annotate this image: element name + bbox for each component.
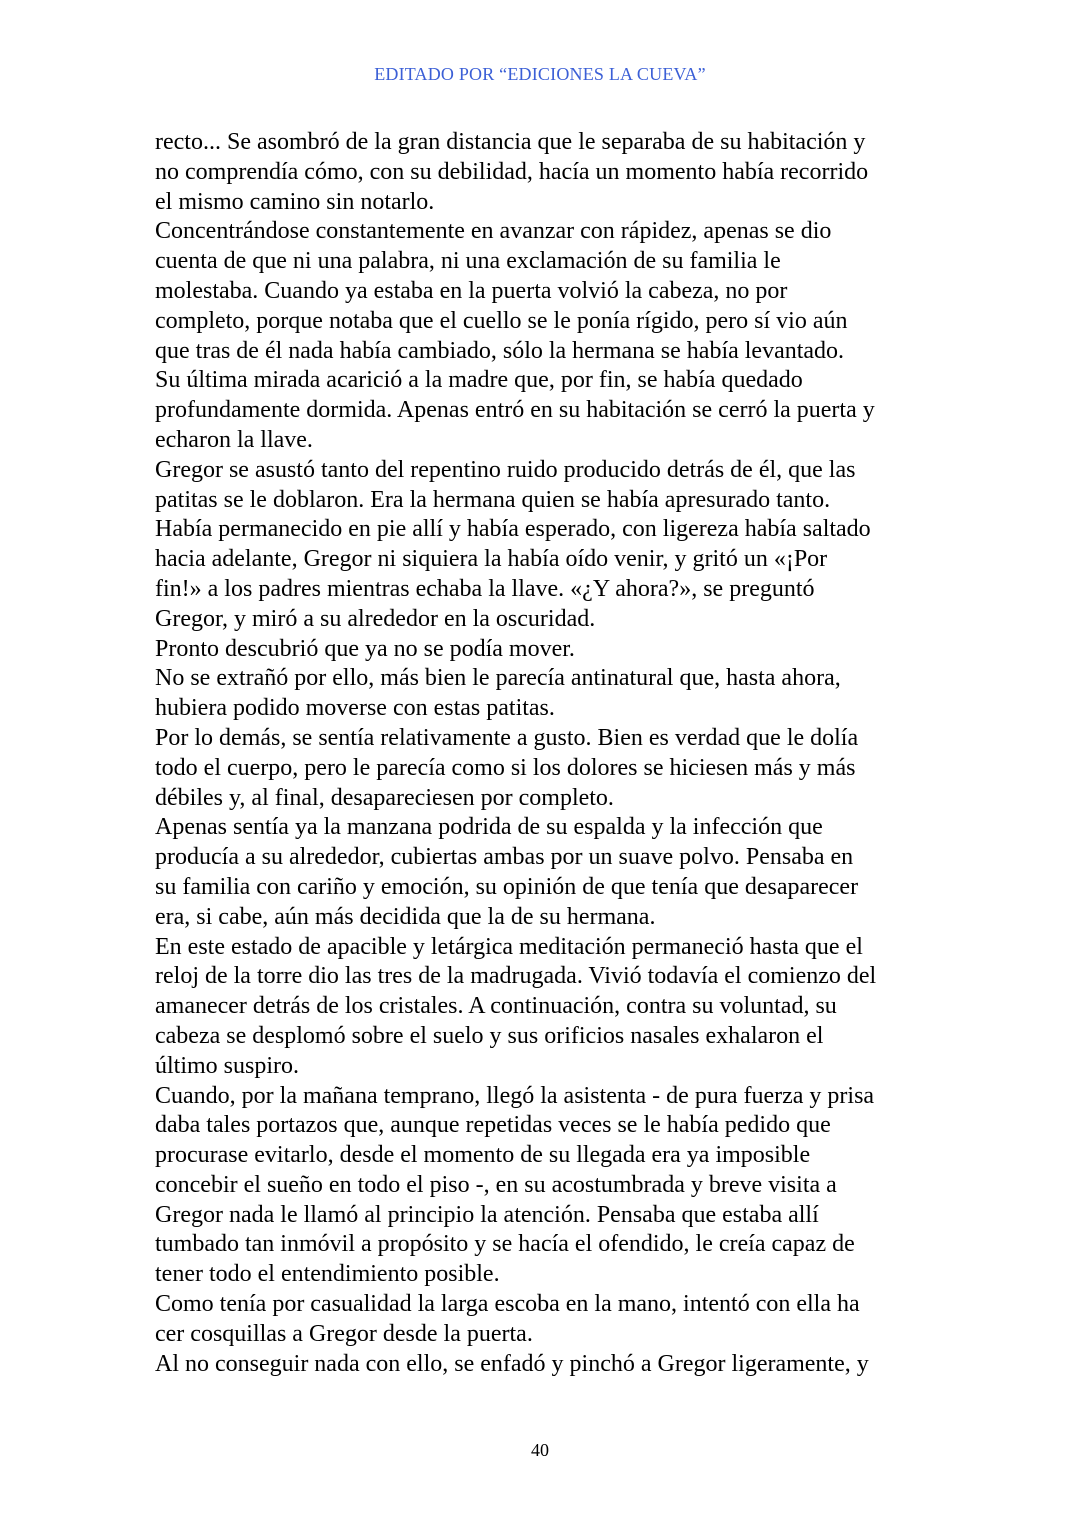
text-line: su familia con cariño y emoción, su opinión de que tenía que desaparecer (155, 873, 859, 900)
text-line: último suspiro. (155, 1052, 300, 1079)
text-line: hacia adelante, Gregor ni siquiera la había oído venir, y gritó un «¡Por (155, 546, 828, 573)
paragraph (155, 635, 945, 665)
text-line: todo el cuerpo, pero le parecía como si los dolores se hiciesen más y más (155, 754, 856, 781)
text-line: No se extrañó por ello, más bien le parecía antinatural que, hasta ahora, (155, 665, 841, 692)
page-header: EDITADO POR “EDICIONES LA CUEVA” (374, 64, 706, 84)
text-line: Gregor nada le llamó al principio la atención. Pensaba que estaba allí (155, 1201, 819, 1228)
paragraph (155, 813, 945, 932)
text-line: Concentrándose constantemente en avanzar con rápidez, apenas se dio (155, 218, 832, 245)
text-line: amanecer detrás de los cristales. A continuación, contra su voluntad, su (155, 993, 837, 1020)
paragraph (155, 1290, 945, 1350)
text-line: cabeza se desplomó sobre el suelo y sus orificios nasales exhalaron el (155, 1022, 824, 1049)
paragraph (155, 456, 945, 635)
text-line: recto... Se asombró de la gran distancia que le separaba de su habitación y (155, 129, 866, 155)
text-line: Había permanecido en pie allí y había esperado, con ligereza había saltado (155, 516, 871, 543)
page-number: 40 (531, 1440, 549, 1460)
paragraph (155, 217, 945, 455)
text-line: Al no conseguir nada con ello, se enfadó y pinchó a Gregor ligeramente, y (155, 1350, 869, 1377)
text-line: no comprendía cómo, con su debilidad, hacía un momento había recorrido (155, 158, 869, 185)
paragraph (155, 128, 945, 217)
text-line: tener todo el entendimiento posible. (155, 1261, 500, 1288)
paragraph (155, 933, 945, 1082)
text-line: Gregor, y miró a su alrededor en la oscuridad. (155, 605, 596, 632)
text-line: Apenas sentía ya la manzana podrida de su espalda y la infección que (155, 814, 823, 841)
text-line: débiles y, al final, desapareciesen por completo. (155, 784, 614, 811)
text-line: Pronto descubrió que ya no se podía mover. (155, 635, 575, 662)
paragraph (155, 1082, 945, 1291)
text-line: concebir el sueño en todo el piso -, en su acostumbrada y breve visita a (155, 1171, 837, 1198)
text-line: era, si cabe, aún más decidida que la de su hermana. (155, 903, 656, 930)
text-line: cuenta de que ni una palabra, ni una exclamación de su familia le (155, 248, 781, 275)
text-line: fin!» a los padres mientras echaba la llave. «¿Y ahora?», se preguntó (155, 575, 815, 602)
paragraph (155, 664, 945, 724)
text-line: En este estado de apacible y letárgica meditación permaneció hasta que el (155, 933, 863, 960)
text-line: daba tales portazos que, aunque repetidas veces se le había pedido que (155, 1112, 831, 1139)
text-line: tumbado tan inmóvil a propósito y se hacía el ofendido, le creía capaz de (155, 1231, 855, 1258)
paragraph (155, 1350, 945, 1380)
text-line: cer cosquillas a Gregor desde la puerta. (155, 1320, 533, 1347)
text-line: reloj de la torre dio las tres de la madrugada. Vivió todavía el comienzo del (155, 963, 877, 990)
text-line: que tras de él nada había cambiado, sólo la hermana se había levantado. (155, 337, 845, 364)
body-text (155, 128, 945, 1379)
text-line: Cuando, por la mañana temprano, llegó la asistenta - de pura fuerza y prisa (155, 1082, 875, 1109)
text-line: producía a su alrededor, cubiertas ambas por un suave polvo. Pensaba en (155, 844, 854, 871)
text-line: patitas se le doblaron. Era la hermana quien se había apresurado tanto. (155, 486, 831, 513)
text-line: Su última mirada acarició a la madre que, por fin, se había quedado (155, 367, 803, 394)
text-line: el mismo camino sin notarlo. (155, 188, 435, 215)
text-line: hubiera podido moverse con estas patitas. (155, 695, 555, 722)
text-line: molestaba. Cuando ya estaba en la puerta volvió la cabeza, no por (155, 277, 788, 304)
text-line: procurase evitarlo, desde el momento de su llegada era ya imposible (155, 1142, 811, 1169)
text-line: echaron la llave. (155, 426, 313, 453)
text-line: Como tenía por casualidad la larga escoba en la mano, intentó con ella ha (155, 1291, 860, 1318)
paragraph (155, 724, 945, 813)
text-line: completo, porque notaba que el cuello se le ponía rígido, pero sí vio aún (155, 307, 848, 334)
text-line: Gregor se asustó tanto del repentino ruido producido detrás de él, que las (155, 456, 856, 483)
text-line: profundamente dormida. Apenas entró en su habitación se cerró la puerta y (155, 397, 875, 424)
text-line: Por lo demás, se sentía relativamente a gusto. Bien es verdad que le dolía (155, 724, 859, 751)
